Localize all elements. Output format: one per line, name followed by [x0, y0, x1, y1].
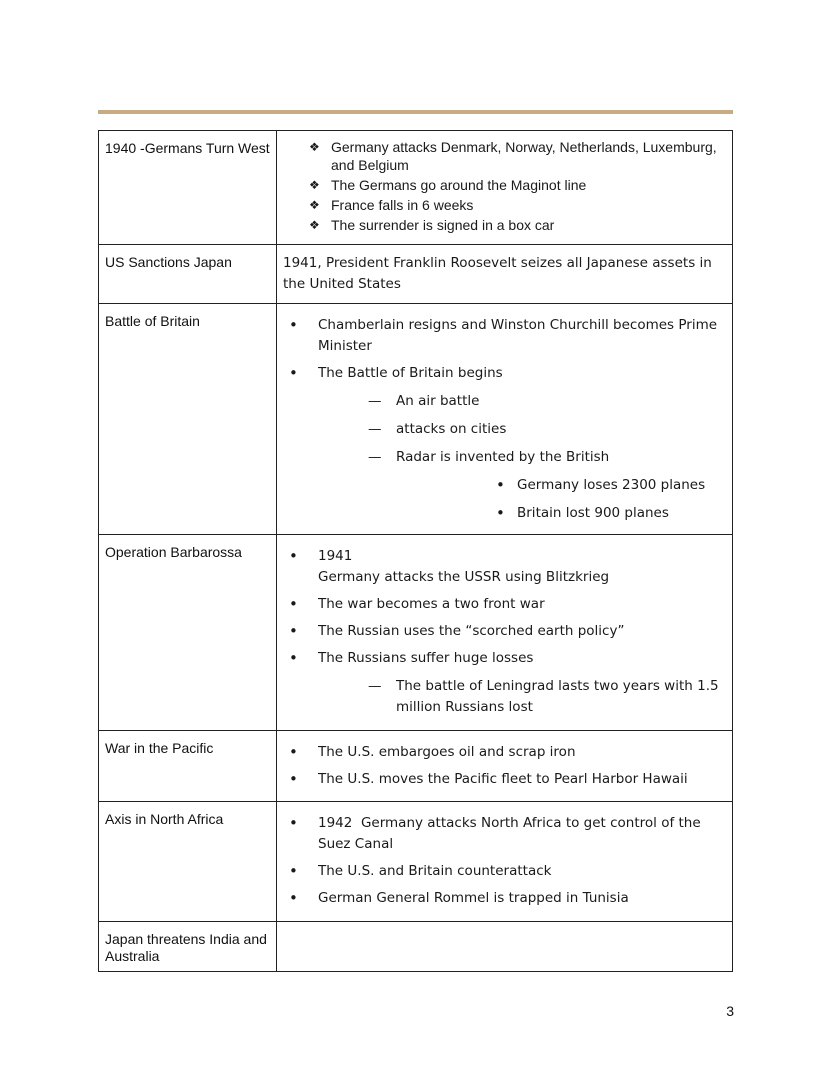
dot-bullet-icon: • — [289, 814, 298, 832]
list-item: • 1941 Germany attacks the USSR using Blitzkrieg — [289, 547, 610, 585]
list-item: • Chamberlain resigns and Winston Churchill becomes Prime Minister — [289, 316, 718, 354]
dash-bullet-icon: — — [368, 421, 382, 437]
dot-bullet-icon: • — [289, 622, 298, 640]
sub-list — [318, 391, 722, 524]
topic-label: Axis in North Africa — [105, 811, 224, 827]
topic-label: Japan threatens India and Australia — [105, 931, 267, 964]
details-cell — [277, 131, 733, 245]
dot-bullet-icon: • — [289, 862, 298, 880]
sub-list-item: — attacks on cities — [318, 419, 722, 440]
dash-bullet-icon: — — [368, 449, 382, 465]
dash-bullet-icon: — — [368, 393, 382, 409]
dot-bullet-icon: • — [289, 649, 298, 667]
page-number: 3 — [726, 1003, 734, 1019]
topic-cell — [99, 245, 277, 304]
list-item: • The Battle of Britain begins — An air battle — attacks on cities — Radar is invented by the British • Germany loses 2300 planes • Britain lost 900 planes — [283, 363, 722, 524]
dot-bullet-icon: • — [289, 316, 298, 334]
details-cell — [277, 304, 733, 535]
table-row — [99, 731, 733, 802]
details-cell — [277, 731, 733, 802]
table-row — [99, 922, 733, 972]
list-item: ❖ Germany attacks Denmark, Norway, Netherlands, Luxemburg, and Belgium — [309, 139, 717, 173]
list-item: • The Russian uses the “scorched earth policy” — [289, 622, 625, 640]
table-row — [99, 245, 733, 304]
diamond-bullet-icon: ❖ — [309, 198, 320, 212]
table-row — [99, 802, 733, 922]
diamond-bullet-icon: ❖ — [309, 218, 320, 232]
list-item: • The war becomes a two front war — [289, 595, 545, 613]
topic-label: War in the Pacific — [105, 740, 214, 756]
details-cell — [277, 535, 733, 731]
table-row — [99, 535, 733, 731]
topic-cell — [99, 131, 277, 245]
table-row — [99, 131, 733, 245]
sub-list — [318, 676, 722, 718]
topic-label: Battle of Britain — [105, 313, 200, 329]
sub-list-item: — The battle of Leningrad lasts two years with 1.5 million Russians lost — [368, 678, 719, 715]
details-cell — [277, 802, 733, 922]
diamond-bullet-icon: ❖ — [309, 178, 320, 192]
details-cell — [277, 245, 733, 304]
list-item: • The U.S. moves the Pacific fleet to Pearl Harbor Hawaii — [289, 770, 688, 788]
list-item: ❖ The surrender is signed in a box car — [309, 217, 555, 233]
dash-bullet-icon: — — [368, 678, 382, 694]
list-item: • German General Rommel is trapped in Tunisia — [289, 889, 629, 907]
diamond-bullet-icon: ❖ — [309, 140, 320, 154]
sub-sub-list — [396, 475, 722, 524]
dot-bullet-icon: • — [289, 889, 298, 907]
dot-bullet-icon: • — [289, 364, 298, 382]
bullet-list — [283, 546, 722, 718]
topic-label: Operation Barbarossa — [105, 544, 242, 560]
dot-bullet-icon: • — [289, 743, 298, 761]
list-item: • The Russians suffer huge losses — The battle of Leningrad lasts two years with 1.5 million Russians lost — [283, 648, 722, 718]
dot-bullet-icon: • — [496, 504, 505, 522]
sub-list-item: — An air battle — [318, 391, 722, 412]
topic-cell — [99, 802, 277, 922]
bullet-list — [283, 742, 722, 790]
notes-table — [98, 130, 733, 972]
list-item: ❖ The Germans go around the Maginot line — [309, 177, 587, 193]
topic-label: 1940 -Germans Turn West — [105, 140, 270, 156]
list-item: • The U.S. embargoes oil and scrap iron — [289, 743, 576, 761]
list-item: • The U.S. and Britain counterattack — [289, 862, 552, 880]
header-rule — [98, 110, 733, 114]
dot-bullet-icon: • — [289, 547, 298, 565]
dot-bullet-icon: • — [289, 770, 298, 788]
bullet-list — [283, 813, 722, 909]
topic-cell — [99, 304, 277, 535]
topic-label: US Sanctions Japan — [105, 254, 232, 270]
bullet-list — [283, 138, 722, 234]
detail-text: 1941, President Franklin Roosevelt seizes all Japanese assets in the United States — [283, 255, 712, 292]
dot-bullet-icon: • — [289, 595, 298, 613]
sub-sub-list-item: • Germany loses 2300 planes — [496, 476, 706, 494]
list-item: • 1942 Germany attacks North Africa to get control of the Suez Canal — [289, 814, 705, 852]
topic-cell — [99, 922, 277, 972]
details-cell — [277, 922, 733, 972]
sub-list-item: — Radar is invented by the British • Germany loses 2300 planes • Britain lost 900 planes — [318, 447, 722, 524]
topic-cell — [99, 535, 277, 731]
dot-bullet-icon: • — [496, 476, 505, 494]
sub-sub-list-item: • Britain lost 900 planes — [496, 504, 669, 522]
table-row — [99, 304, 733, 535]
list-item: ❖ France falls in 6 weeks — [309, 197, 474, 213]
bullet-list — [283, 315, 722, 524]
topic-cell — [99, 731, 277, 802]
